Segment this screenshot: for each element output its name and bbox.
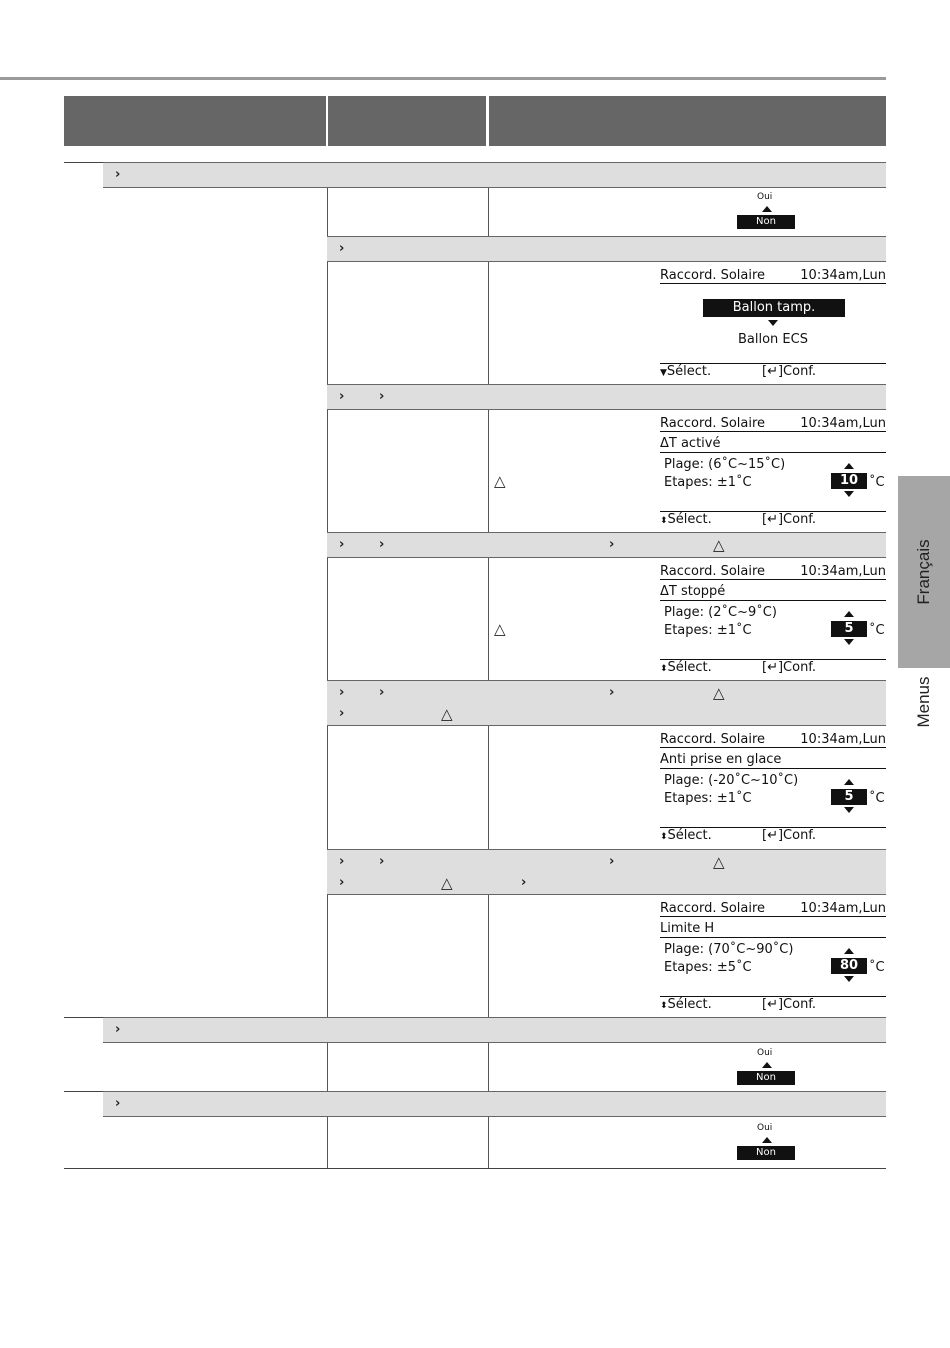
footer-select: ⬍Sélect. (660, 997, 712, 1012)
side-tab-section-label: Menus (914, 676, 933, 728)
screen-time: 10:34am,Lun (800, 416, 886, 431)
chevron-right-icon: › (115, 167, 121, 182)
step-text: Etapes: ±1˚C (664, 791, 752, 806)
triangle-icon: △ (494, 620, 506, 638)
column-divider (327, 1043, 328, 1091)
lcd-screen-antifreeze (660, 732, 886, 846)
yes-no-selector (737, 1123, 797, 1163)
chevron-right-icon: › (115, 1096, 121, 1111)
yes-option: Oui (757, 1048, 773, 1058)
top-rule (0, 77, 886, 80)
arrow-updown-icon: ⬍ (660, 832, 668, 842)
chevron-right-icon: › (379, 389, 385, 404)
column-divider (327, 1117, 328, 1168)
footer-confirm: [↵]Conf. (762, 364, 817, 379)
chevron-right-icon: › (339, 685, 345, 700)
range-text: Plage: (-20˚C~10˚C) (664, 773, 799, 788)
side-tab-language-label: Français (914, 539, 933, 605)
value-box: 5 (831, 621, 867, 637)
screen-title: Raccord. Solaire (660, 901, 766, 916)
screen-title-bar (660, 564, 886, 580)
section-band (103, 162, 886, 188)
arrow-down-icon (844, 807, 854, 813)
chevron-right-icon: › (379, 854, 385, 869)
screen-subtitle: Anti prise en glace (660, 752, 886, 769)
step-text: Etapes: ±1˚C (664, 623, 752, 638)
no-option-selected: Non (737, 1146, 795, 1160)
section-band (327, 532, 886, 558)
arrow-up-icon (844, 779, 854, 785)
screen-footer (660, 363, 886, 382)
section-band (327, 680, 886, 726)
screen-footer (660, 511, 886, 530)
footer-confirm: [↵]Conf. (762, 828, 817, 843)
chevron-right-icon: › (609, 685, 615, 700)
table-header-cell-menu (64, 96, 326, 146)
arrow-up-icon (762, 1137, 772, 1143)
yes-option: Oui (757, 1123, 773, 1133)
unit-label: ˚C (869, 475, 885, 490)
arrow-down-icon (844, 639, 854, 645)
screen-time: 10:34am,Lun (800, 268, 886, 283)
arrow-up-icon (844, 948, 854, 954)
triangle-icon: △ (713, 853, 725, 871)
arrow-up-icon (844, 611, 854, 617)
triangle-icon: △ (441, 705, 453, 723)
screen-time: 10:34am,Lun (800, 732, 886, 747)
chevron-right-icon: › (339, 854, 345, 869)
chevron-right-icon: › (339, 241, 345, 256)
value-box: 5 (831, 789, 867, 805)
value-box: 80 (831, 958, 867, 974)
screen-subtitle: Limite H (660, 921, 886, 938)
section-band (103, 1017, 886, 1043)
other-option: Ballon ECS (738, 332, 808, 347)
screen-title-bar (660, 732, 886, 748)
side-tab-section[interactable] (898, 668, 950, 736)
chevron-right-icon: › (379, 537, 385, 552)
triangle-icon: △ (713, 536, 725, 554)
footer-confirm: [↵]Conf. (762, 512, 817, 527)
screen-time: 10:34am,Lun (800, 564, 886, 579)
chevron-right-icon: › (339, 875, 345, 890)
column-divider (488, 1043, 489, 1091)
column-divider (488, 1117, 489, 1168)
range-text: Plage: (70˚C~90˚C) (664, 942, 794, 957)
unit-label: ˚C (869, 791, 885, 806)
chevron-right-icon: › (521, 875, 527, 890)
screen-subtitle: ΔT activé (660, 436, 886, 453)
footer-select: ⬍Sélect. (660, 660, 712, 675)
footer-select: ▼Sélect. (660, 364, 712, 379)
footer-select: ⬍Sélect. (660, 828, 712, 843)
step-text: Etapes: ±5˚C (664, 960, 752, 975)
selected-option: Ballon tamp. (703, 299, 845, 317)
screen-title-bar (660, 901, 886, 917)
lcd-screen-source (660, 268, 886, 382)
chevron-right-icon: › (379, 685, 385, 700)
arrow-down-icon (768, 320, 778, 326)
screen-footer (660, 659, 886, 678)
screen-title: Raccord. Solaire (660, 416, 766, 431)
section-band (327, 236, 886, 262)
footer-confirm: [↵]Conf. (762, 997, 817, 1012)
lcd-screen-dt-off (660, 564, 886, 678)
screen-title-bar (660, 416, 886, 432)
range-text: Plage: (6˚C~15˚C) (664, 457, 786, 472)
triangle-icon: △ (494, 472, 506, 490)
footer-select: ⬍Sélect. (660, 512, 712, 527)
yes-no-selector (737, 1048, 797, 1088)
screen-footer (660, 827, 886, 846)
screen-subtitle: ΔT stoppé (660, 584, 886, 601)
screen-time: 10:34am,Lun (800, 901, 886, 916)
triangle-icon: △ (441, 874, 453, 892)
lcd-screen-dt-on (660, 416, 886, 530)
range-text: Plage: (2˚C~9˚C) (664, 605, 777, 620)
arrow-down-small-icon: ▼ (660, 368, 667, 378)
yes-no-selector (737, 192, 797, 232)
arrow-updown-icon: ⬍ (660, 516, 668, 526)
step-text: Etapes: ±1˚C (664, 475, 752, 490)
screen-title: Raccord. Solaire (660, 732, 766, 747)
section-band (327, 384, 886, 410)
screen-footer (660, 996, 886, 1015)
table-bottom-rule (64, 1168, 886, 1169)
yes-option: Oui (757, 192, 773, 202)
side-tab-language[interactable] (898, 476, 950, 668)
footer-confirm: [↵]Conf. (762, 660, 817, 675)
screen-title: Raccord. Solaire (660, 564, 766, 579)
arrow-down-icon (844, 491, 854, 497)
chevron-right-icon: › (609, 854, 615, 869)
arrow-up-icon (762, 1062, 772, 1068)
screen-title-bar (660, 268, 886, 284)
chevron-right-icon: › (339, 706, 345, 721)
screen-title: Raccord. Solaire (660, 268, 766, 283)
table-header-cell-function (328, 96, 486, 146)
arrow-updown-icon: ⬍ (660, 1001, 668, 1011)
no-option-selected: Non (737, 1071, 795, 1085)
value-box: 10 (831, 473, 867, 489)
unit-label: ˚C (869, 623, 885, 638)
arrow-up-icon (762, 206, 772, 212)
arrow-down-icon (844, 976, 854, 982)
chevron-right-icon: › (609, 537, 615, 552)
section-band (327, 849, 886, 895)
chevron-right-icon: › (339, 389, 345, 404)
table-header-cell-description (489, 96, 886, 146)
chevron-right-icon: › (339, 537, 345, 552)
triangle-icon: △ (713, 684, 725, 702)
unit-label: ˚C (869, 960, 885, 975)
no-option-selected: Non (737, 215, 795, 229)
chevron-right-icon: › (115, 1022, 121, 1037)
section-band (103, 1091, 886, 1117)
arrow-updown-icon: ⬍ (660, 664, 668, 674)
arrow-up-icon (844, 463, 854, 469)
lcd-screen-high-limit (660, 901, 886, 1015)
